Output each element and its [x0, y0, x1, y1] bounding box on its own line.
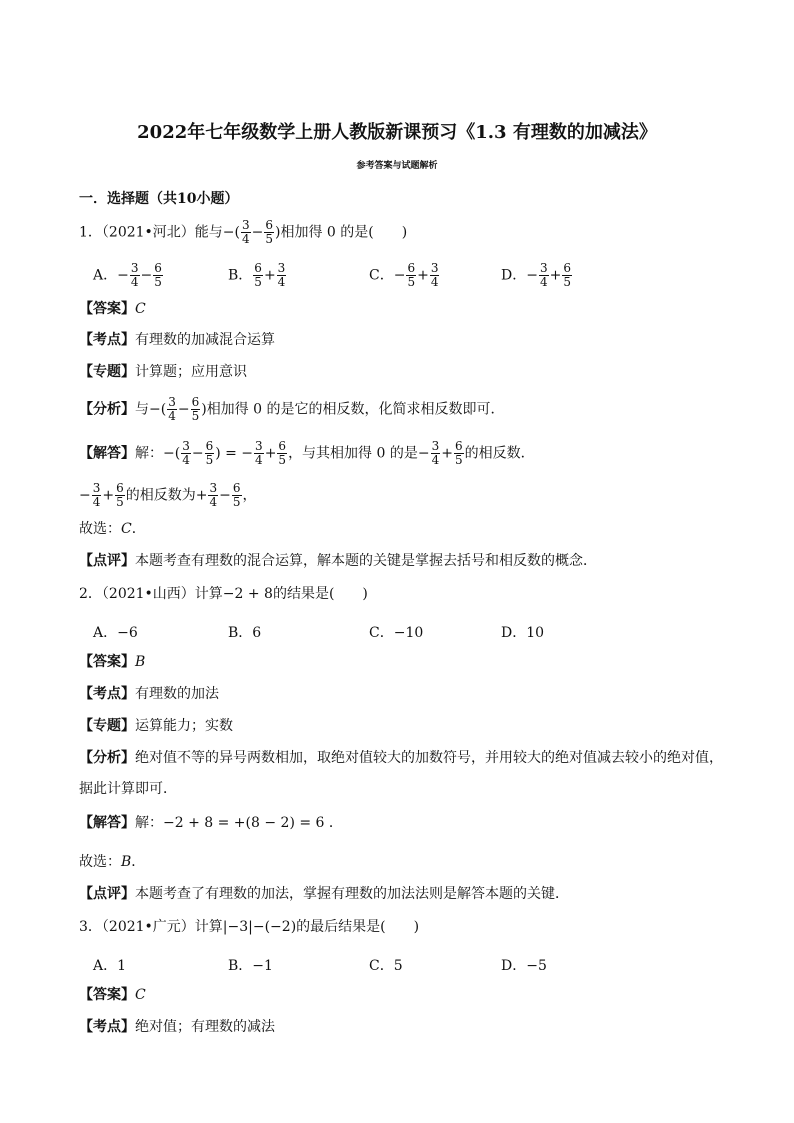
q2-fenxi-line2: 据此计算即可．: [79, 781, 177, 797]
q2-kaodian: 【考点】有理数的加法: [79, 686, 219, 702]
q2-fenxi: 【分析】绝对值不等的异号两数相加，取绝对值较大的加数符号，并用较大的绝对值减去较小的绝对值，: [79, 750, 723, 766]
page-title: 2022年七年级数学上册人教版新课预习《1.3 有理数的加减法》: [137, 122, 657, 143]
q2-option-b: B．6: [228, 625, 262, 641]
q1-option-b: B． $\frac{6}{5}$ + $\frac{3}{4}$: [228, 261, 286, 289]
q2-zhuanti: 【专题】运算能力；实数: [79, 718, 233, 734]
q1-option-c: C．− $\frac{6}{5}$ + $\frac{3}{4}$: [369, 261, 439, 289]
q2-option-d: D．10: [501, 625, 545, 641]
page-subtitle: 参考答案与试题解析: [356, 161, 438, 171]
q1-kaodian: 【考点】有理数的加减混合运算: [79, 332, 275, 348]
q1-jieda-line2: − $\frac{3}{4}$ + $\frac{6}{5}$ 的相反数为+ $\frac{3}{4}$ − $\frac{6}{5}$ ，: [79, 481, 257, 509]
q3-kaodian: 【考点】绝对值；有理数的减法: [79, 1019, 275, 1035]
q2-option-a: A．−6: [93, 625, 138, 641]
q3-stem: 3．（2021•广元）计算|−3|−(−2)的最后结果是( ): [79, 919, 420, 935]
q1-option-d: D．− $\frac{3}{4}$ + $\frac{6}{5}$: [501, 261, 571, 289]
q1-jieda: 【解答】解：−( $\frac{3}{4}$ − $\frac{6}{5}$ ) = − $\frac{3}{4}$ + $\frac{6}{5}$ ，与其相加得 0 的是− $\frac{3}{4}$ + $\frac{6}{5}$ 的相反数．: [79, 439, 535, 467]
q2-answer: 【答案】B: [79, 654, 146, 670]
q3-option-b: B．−1: [228, 958, 273, 974]
q1-stem: 1．（2021•河北）能与−( $\frac{3}{4}$ − $\frac{6}{5}$ )相加得 0 的是( ): [79, 218, 408, 246]
fraction: $\frac{6}{5}$: [265, 218, 274, 246]
q1-zhuanti: 【专题】计算题；应用意识: [79, 364, 247, 380]
q2-option-c: C．−10: [369, 625, 424, 641]
q2-stem: 2．（2021•山西）计算−2 + 8的结果是( ): [79, 586, 368, 602]
q2-jieda: 【解答】解：−2 + 8 = +(8 − 2) = 6 ．: [79, 815, 343, 831]
section-heading: 一．选择题（共10小题）: [79, 191, 239, 207]
q1-answer: 【答案】C: [79, 301, 146, 317]
fraction: $\frac{3}{4}$: [242, 218, 250, 246]
q3-option-a: A．1: [93, 958, 127, 974]
q2-dianping: 【点评】本题考查了有理数的加法，掌握有理数的加法法则是解答本题的关键．: [79, 886, 569, 902]
q3-answer: 【答案】C: [79, 987, 146, 1003]
q3-option-c: C．5: [369, 958, 403, 974]
q1-guxuan: 故选：C．: [79, 521, 146, 537]
q1-fenxi: 【分析】与−( $\frac{3}{4}$ − $\frac{6}{5}$ )相加得 0 的是它的相反数，化简求相反数即可．: [79, 395, 505, 423]
q1-dianping: 【点评】本题考查有理数的混合运算，解本题的关键是掌握去括号和相反数的概念．: [79, 553, 597, 569]
q2-guxuan: 故选：B．: [79, 854, 146, 870]
q1-option-a: A．− $\frac{3}{4}$ − $\frac{6}{5}$: [93, 261, 162, 289]
q3-option-d: D．−5: [501, 958, 547, 974]
